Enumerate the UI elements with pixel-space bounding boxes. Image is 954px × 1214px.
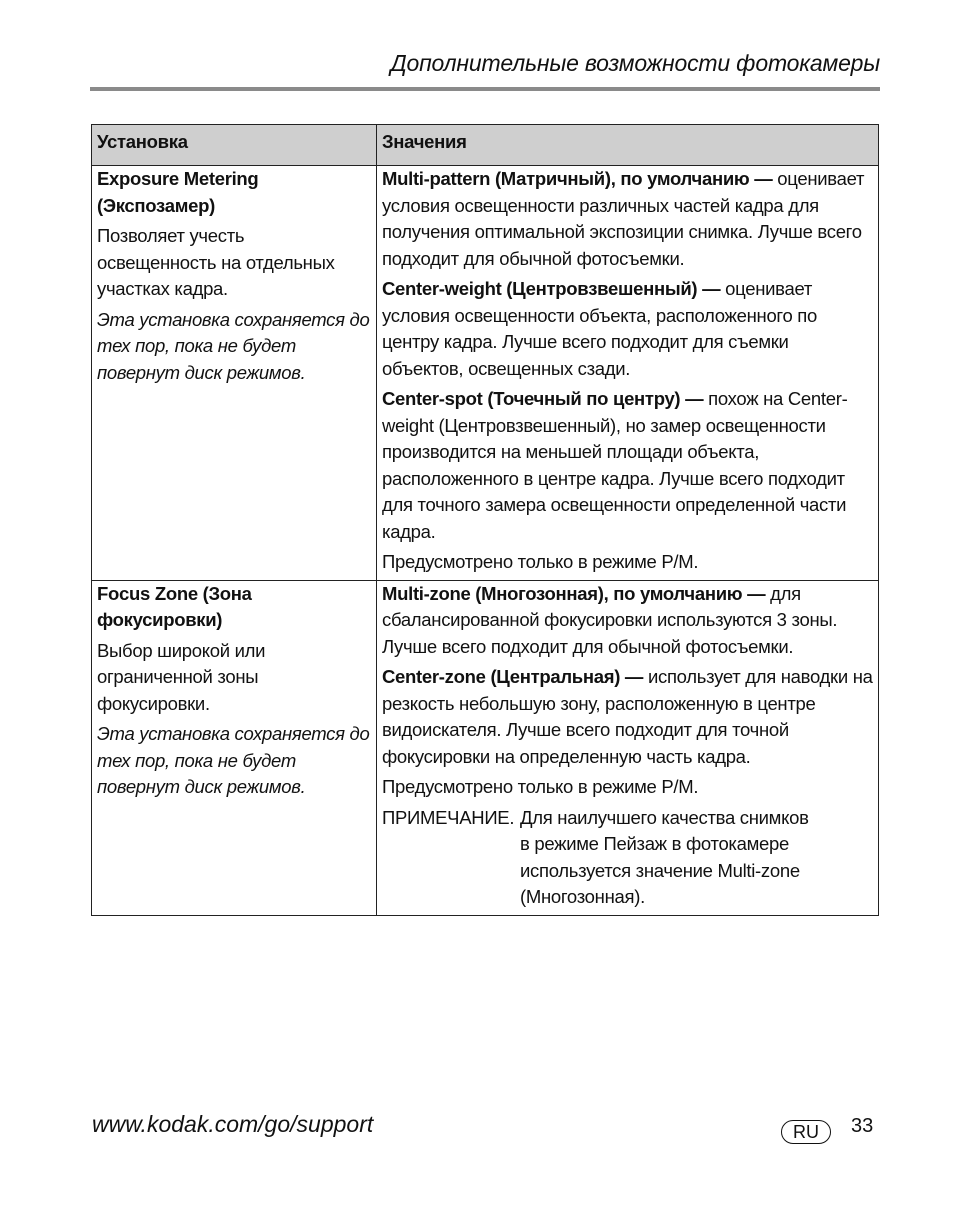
settings-table <box>91 124 879 916</box>
option-text: оценивает условия освещенности объекта, расположенного по центру кадра. Лучше всего подходит для съемки объектов, освещенных сзади. <box>382 278 818 379</box>
option-text: для сбалансированной фокусировки используются 3 зоны. Лучше всего подходит для обычной фотосъемки. <box>382 582 838 657</box>
setting-note: Эта установка сохраняется до тех пор, пока не будет повернут диск режимов. <box>97 723 370 797</box>
table-header-row <box>92 125 879 166</box>
column-header-setting: Установка <box>92 125 377 166</box>
language-badge: RU <box>781 1120 831 1144</box>
value-option <box>382 276 873 382</box>
setting-cell <box>92 166 377 581</box>
option-text: оценивает условия освещенности различных частей кадра для получения оптимальной экспозиции снимка. Лучше всего подходит для обычной фотосъемки. <box>382 168 865 269</box>
support-link[interactable]: www.kodak.com/go/support <box>92 1111 374 1137</box>
note-label: ПРИМЕЧАНИЕ. <box>382 806 515 828</box>
option-text: использует для наводки на резкость небольшую зону, расположенную в центре видоискателя. Лучше всего подходит для точной фокусировки на определенную часть кадра. <box>382 666 873 767</box>
setting-description: Позволяет учесть освещенность на отдельных участках кадра. <box>97 225 335 299</box>
setting-name: Exposure Metering (Экспозамер) <box>97 168 259 216</box>
option-label: Multi-zone (Многозонная), по умолчанию — <box>382 582 766 604</box>
value-option <box>382 386 873 545</box>
values-cell <box>377 580 879 915</box>
option-label: Multi-pattern (Матричный), по умолчанию — <box>382 168 773 189</box>
page-header-title: Дополнительные возможности фотокамеры <box>390 50 880 76</box>
table-row <box>92 580 879 915</box>
value-option <box>382 664 873 770</box>
option-label: Center-weight (Центровзвешенный) — <box>382 278 721 299</box>
values-cell <box>377 166 879 581</box>
setting-cell <box>92 580 377 915</box>
setting-description: Выбор широкой или ограниченной зоны фокусировки. <box>97 639 266 714</box>
setting-name: Focus Zone (Зона фокусировки) <box>97 582 252 630</box>
page-number: 33 <box>851 1115 874 1137</box>
table-row <box>92 166 879 581</box>
availability-text: Предусмотрено только в режиме P/M. <box>382 551 699 572</box>
option-label: Center-spot (Точечный по центру) — <box>382 388 704 409</box>
option-label: Center-zone (Центральная) — <box>382 666 644 687</box>
note-block <box>382 805 873 911</box>
note-text: Для наилучшего качества снимков в режиме Пейзаж в фотокамере используется значение Multi-zone (Многозонная). <box>520 806 809 907</box>
value-option <box>382 166 873 272</box>
header-rule <box>90 87 880 91</box>
availability-text: Предусмотрено только в режиме P/M. <box>382 776 699 797</box>
setting-note: Эта установка сохраняется до тех пор, пока не будет повернут диск режимов. <box>97 308 370 383</box>
option-text: похож на Center-weight (Центровзвешенный), но замер освещенности производится на меньшей площади объекта, расположенного в центре кадра. Лучше всего подходит для точного замера освещенности определенной части кадра. <box>382 388 848 542</box>
column-header-values: Значения <box>377 125 879 166</box>
value-option <box>382 581 873 661</box>
